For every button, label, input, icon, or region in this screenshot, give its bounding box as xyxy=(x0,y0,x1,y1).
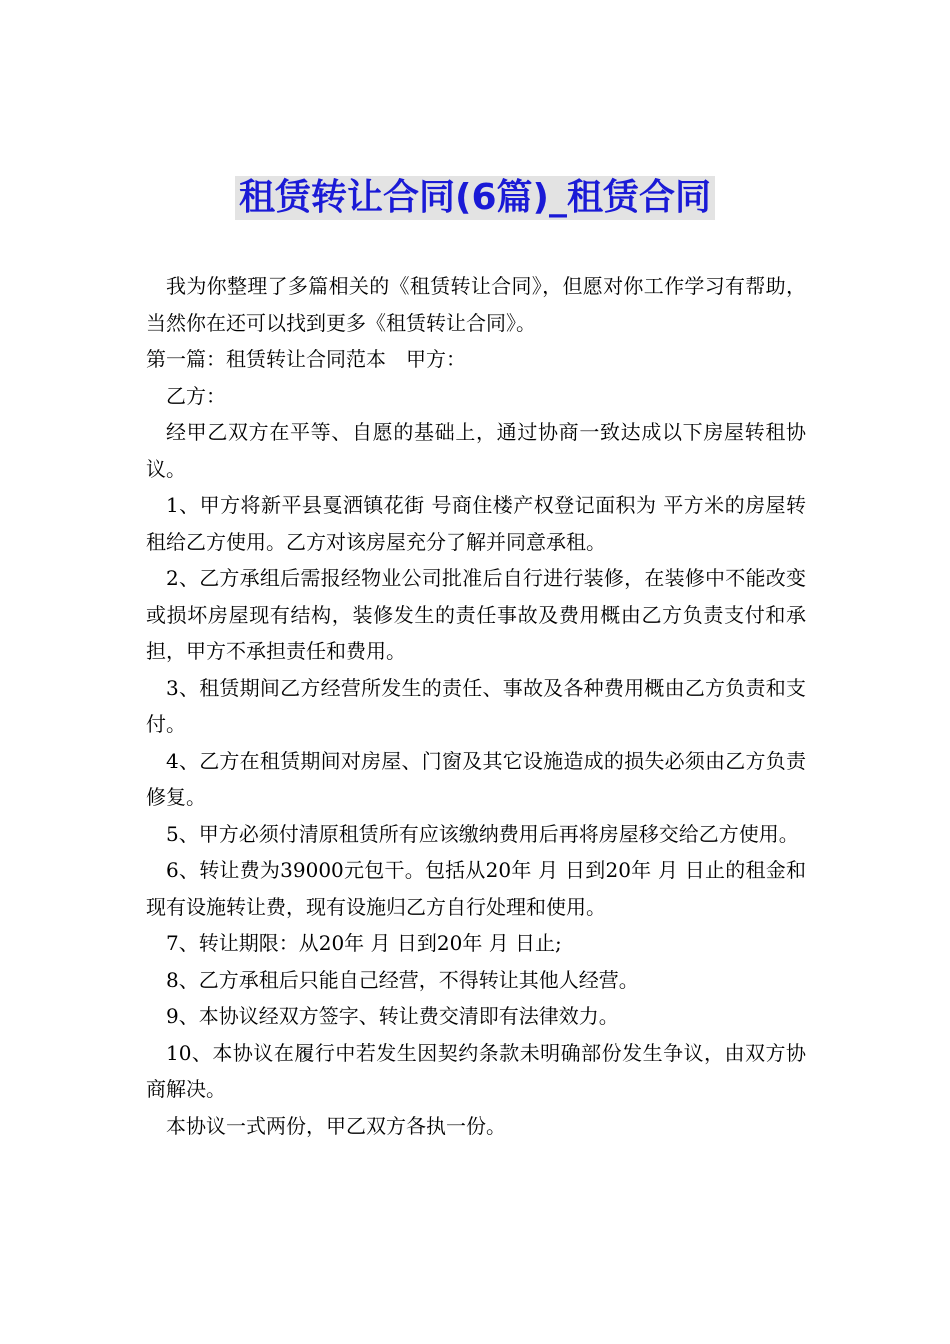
paragraph-party-b: 乙方： xyxy=(166,383,226,408)
clause-7: 7、转让期限：从20年 月 日到20年 月 日止; xyxy=(166,931,562,955)
paragraph-agreement-intro: 经甲乙双方在平等、自愿的基础上，通过协商一致达成以下房屋转租协议。 xyxy=(146,420,806,481)
title-container xyxy=(0,176,950,220)
clause-6: 6、转让费为39000元包干。包括从20年 月 日到20年 月 日止的租金和现有设施转让费，现有设施归乙方自行处理和使用。 xyxy=(146,858,806,919)
document-title: 租赁转让合同(6篇)_租赁合同 xyxy=(235,176,715,220)
clause-1: 1、甲方将新平县戛洒镇花街 号商住楼产权登记面积为 平方米的房屋转租给乙方使用。乙方对该房屋充分了解并同意承租。 xyxy=(146,493,806,554)
clause-8: 8、乙方承租后只能自己经营，不得转让其他人经营。 xyxy=(166,967,639,992)
document-body xyxy=(146,268,806,1144)
clause-9: 9、本协议经双方签字、转让费交清即有法律效力。 xyxy=(166,1004,619,1028)
clause-5: 5、甲方必须付清原租赁所有应该缴纳费用后再将房屋移交给乙方使用。 xyxy=(166,821,799,846)
paragraph-copies: 本协议一式两份，甲乙双方各执一份。 xyxy=(166,1113,506,1138)
clause-10: 10、本协议在履行中若发生因契约条款未明确部份发生争议，由双方协商解决。 xyxy=(146,1040,806,1101)
paragraph-intro: 我为你整理了多篇相关的《租赁转让合同》，但愿对你工作学习有帮助，当然你在还可以找到更多《租赁转让合同》。 xyxy=(146,274,806,335)
clause-3: 3、租赁期间乙方经营所发生的责任、事故及各种费用概由乙方负责和支付。 xyxy=(146,675,806,736)
clause-4: 4、乙方在租赁期间对房屋、门窗及其它设施造成的损失必须由乙方负责修复。 xyxy=(146,748,806,809)
clause-2: 2、乙方承组后需报经物业公司批准后自行进行装修，在装修中不能改变或损坏房屋现有结构，装修发生的责任事故及费用概由乙方负责支付和承担，甲方不承担责任和费用。 xyxy=(146,566,806,663)
paragraph-section-heading: 第一篇：租赁转让合同范本 甲方： xyxy=(146,347,466,371)
